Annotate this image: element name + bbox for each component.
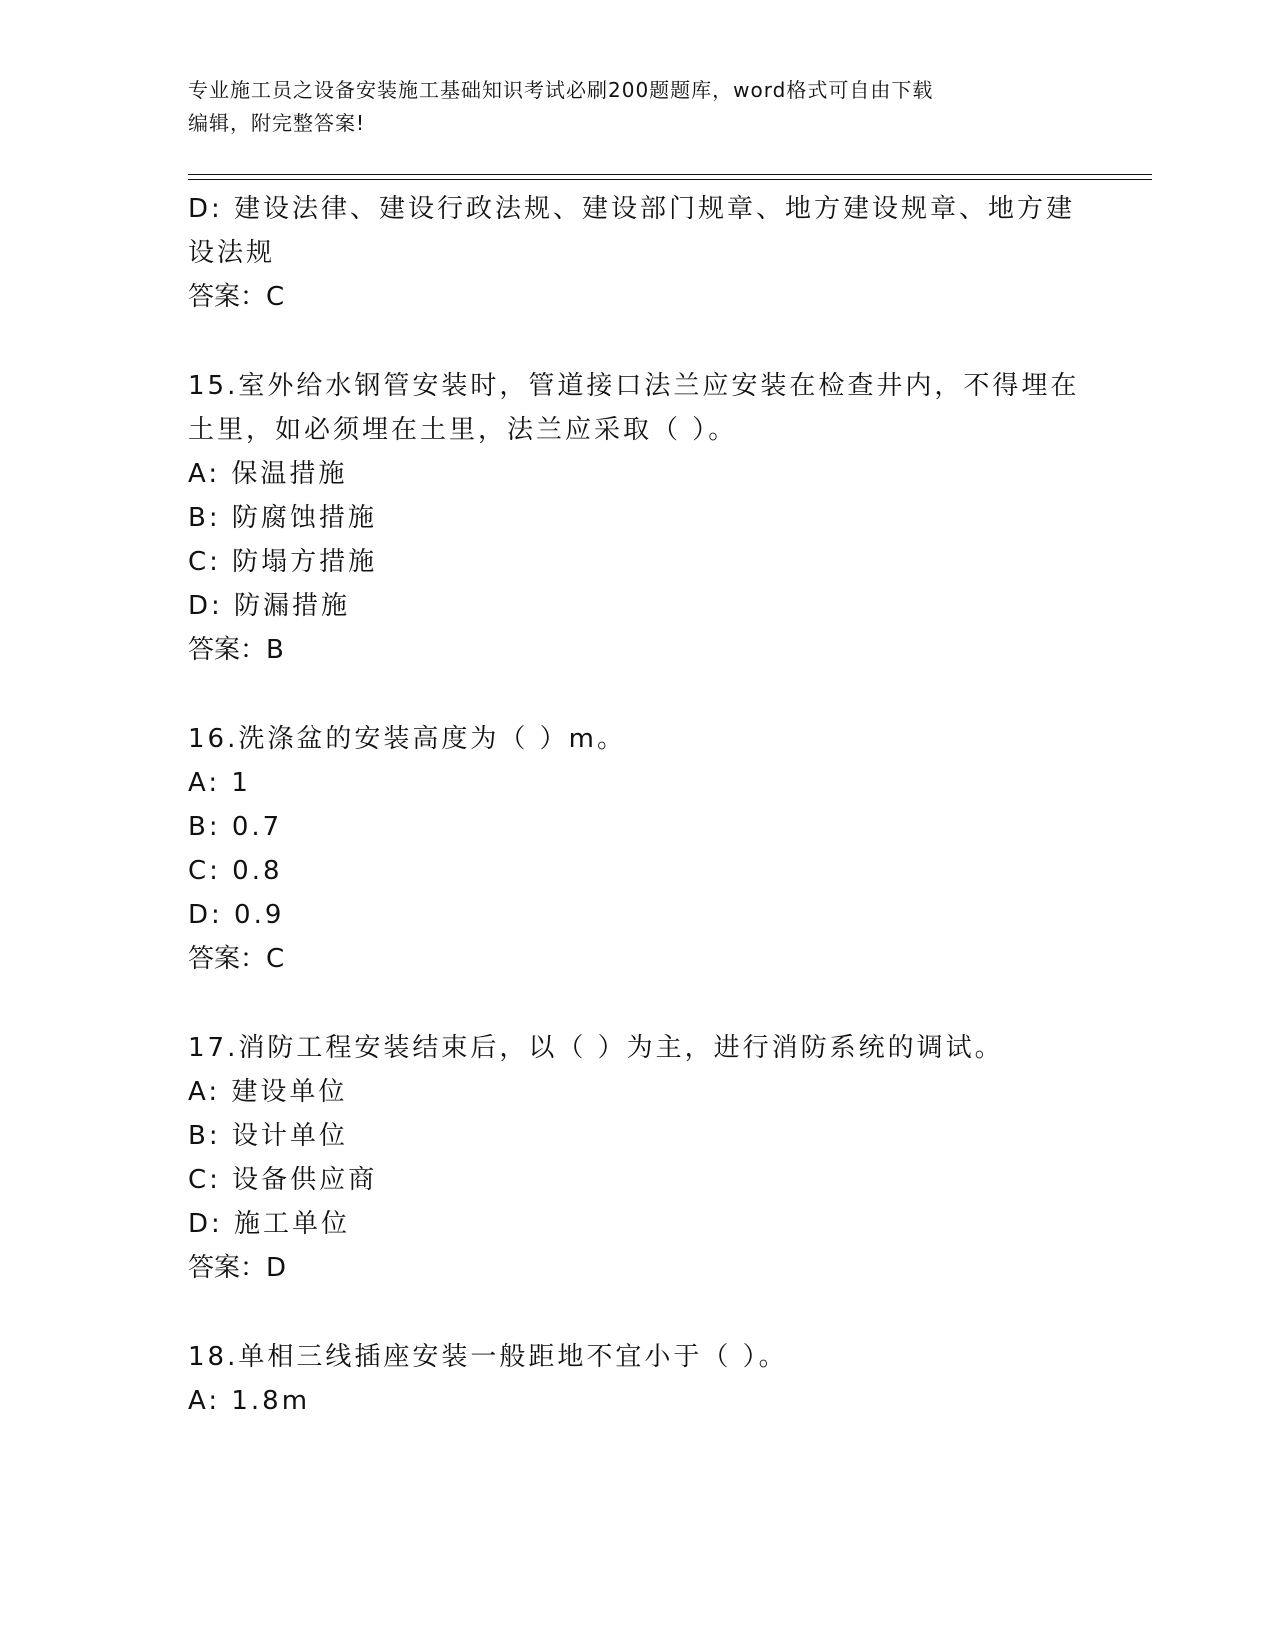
q14-answer: 答案：C [188, 282, 285, 312]
q15-option-c: C: 防塌方措施 [188, 547, 378, 577]
header-rule-top [188, 174, 1152, 175]
header-rule-bottom [188, 179, 1152, 180]
q16-option-a: A: 1 [188, 768, 251, 798]
q17-option-c: C: 设备供应商 [188, 1165, 378, 1195]
q15-stem-line-1: 15.室外给水钢管安装时，管道接口法兰应安装在检查井内，不得埋在 [188, 371, 1080, 401]
q15-option-a: A: 保温措施 [188, 459, 348, 489]
q14-option-d-line-1: D: 建设法律、建设行政法规、建设部门规章、地方建设规章、地方建 [188, 194, 1076, 224]
q17-option-b: B: 设计单位 [188, 1121, 348, 1151]
q16-option-d: D: 0.9 [188, 900, 285, 930]
document-header [188, 74, 1088, 140]
q17-option-a: A: 建设单位 [188, 1077, 348, 1107]
q15-option-d: D: 防漏措施 [188, 591, 351, 621]
q17-stem: 17.消防工程安装结束后，以（ ）为主，进行消防系统的调试。 [188, 1033, 1004, 1063]
q18-stem: 18.单相三线插座安装一般距地不宜小于（ ）。 [188, 1342, 788, 1372]
header-line-1: 专业施工员之设备安装施工基础知识考试必刷200题题库，word格式可自由下载 [188, 78, 934, 102]
q18-option-a: A: 1.8m [188, 1386, 311, 1416]
q16-option-c: C: 0.8 [188, 856, 283, 886]
q15-stem-line-2: 土里，如必须埋在土里，法兰应采取（ ）。 [188, 415, 738, 445]
header-line-2: 编辑，附完整答案! [188, 111, 366, 135]
q16-stem: 16.洗涤盆的安装高度为（ ）m。 [188, 724, 626, 754]
q17-answer: 答案：D [188, 1253, 287, 1283]
q15-option-b: B: 防腐蚀措施 [188, 503, 377, 533]
q16-answer: 答案：C [188, 944, 285, 974]
q16-option-b: B: 0.7 [188, 812, 283, 842]
q15-answer: 答案：B [188, 635, 284, 665]
q14-option-d-line-2: 设法规 [188, 238, 276, 268]
q17-option-d: D: 施工单位 [188, 1209, 351, 1239]
